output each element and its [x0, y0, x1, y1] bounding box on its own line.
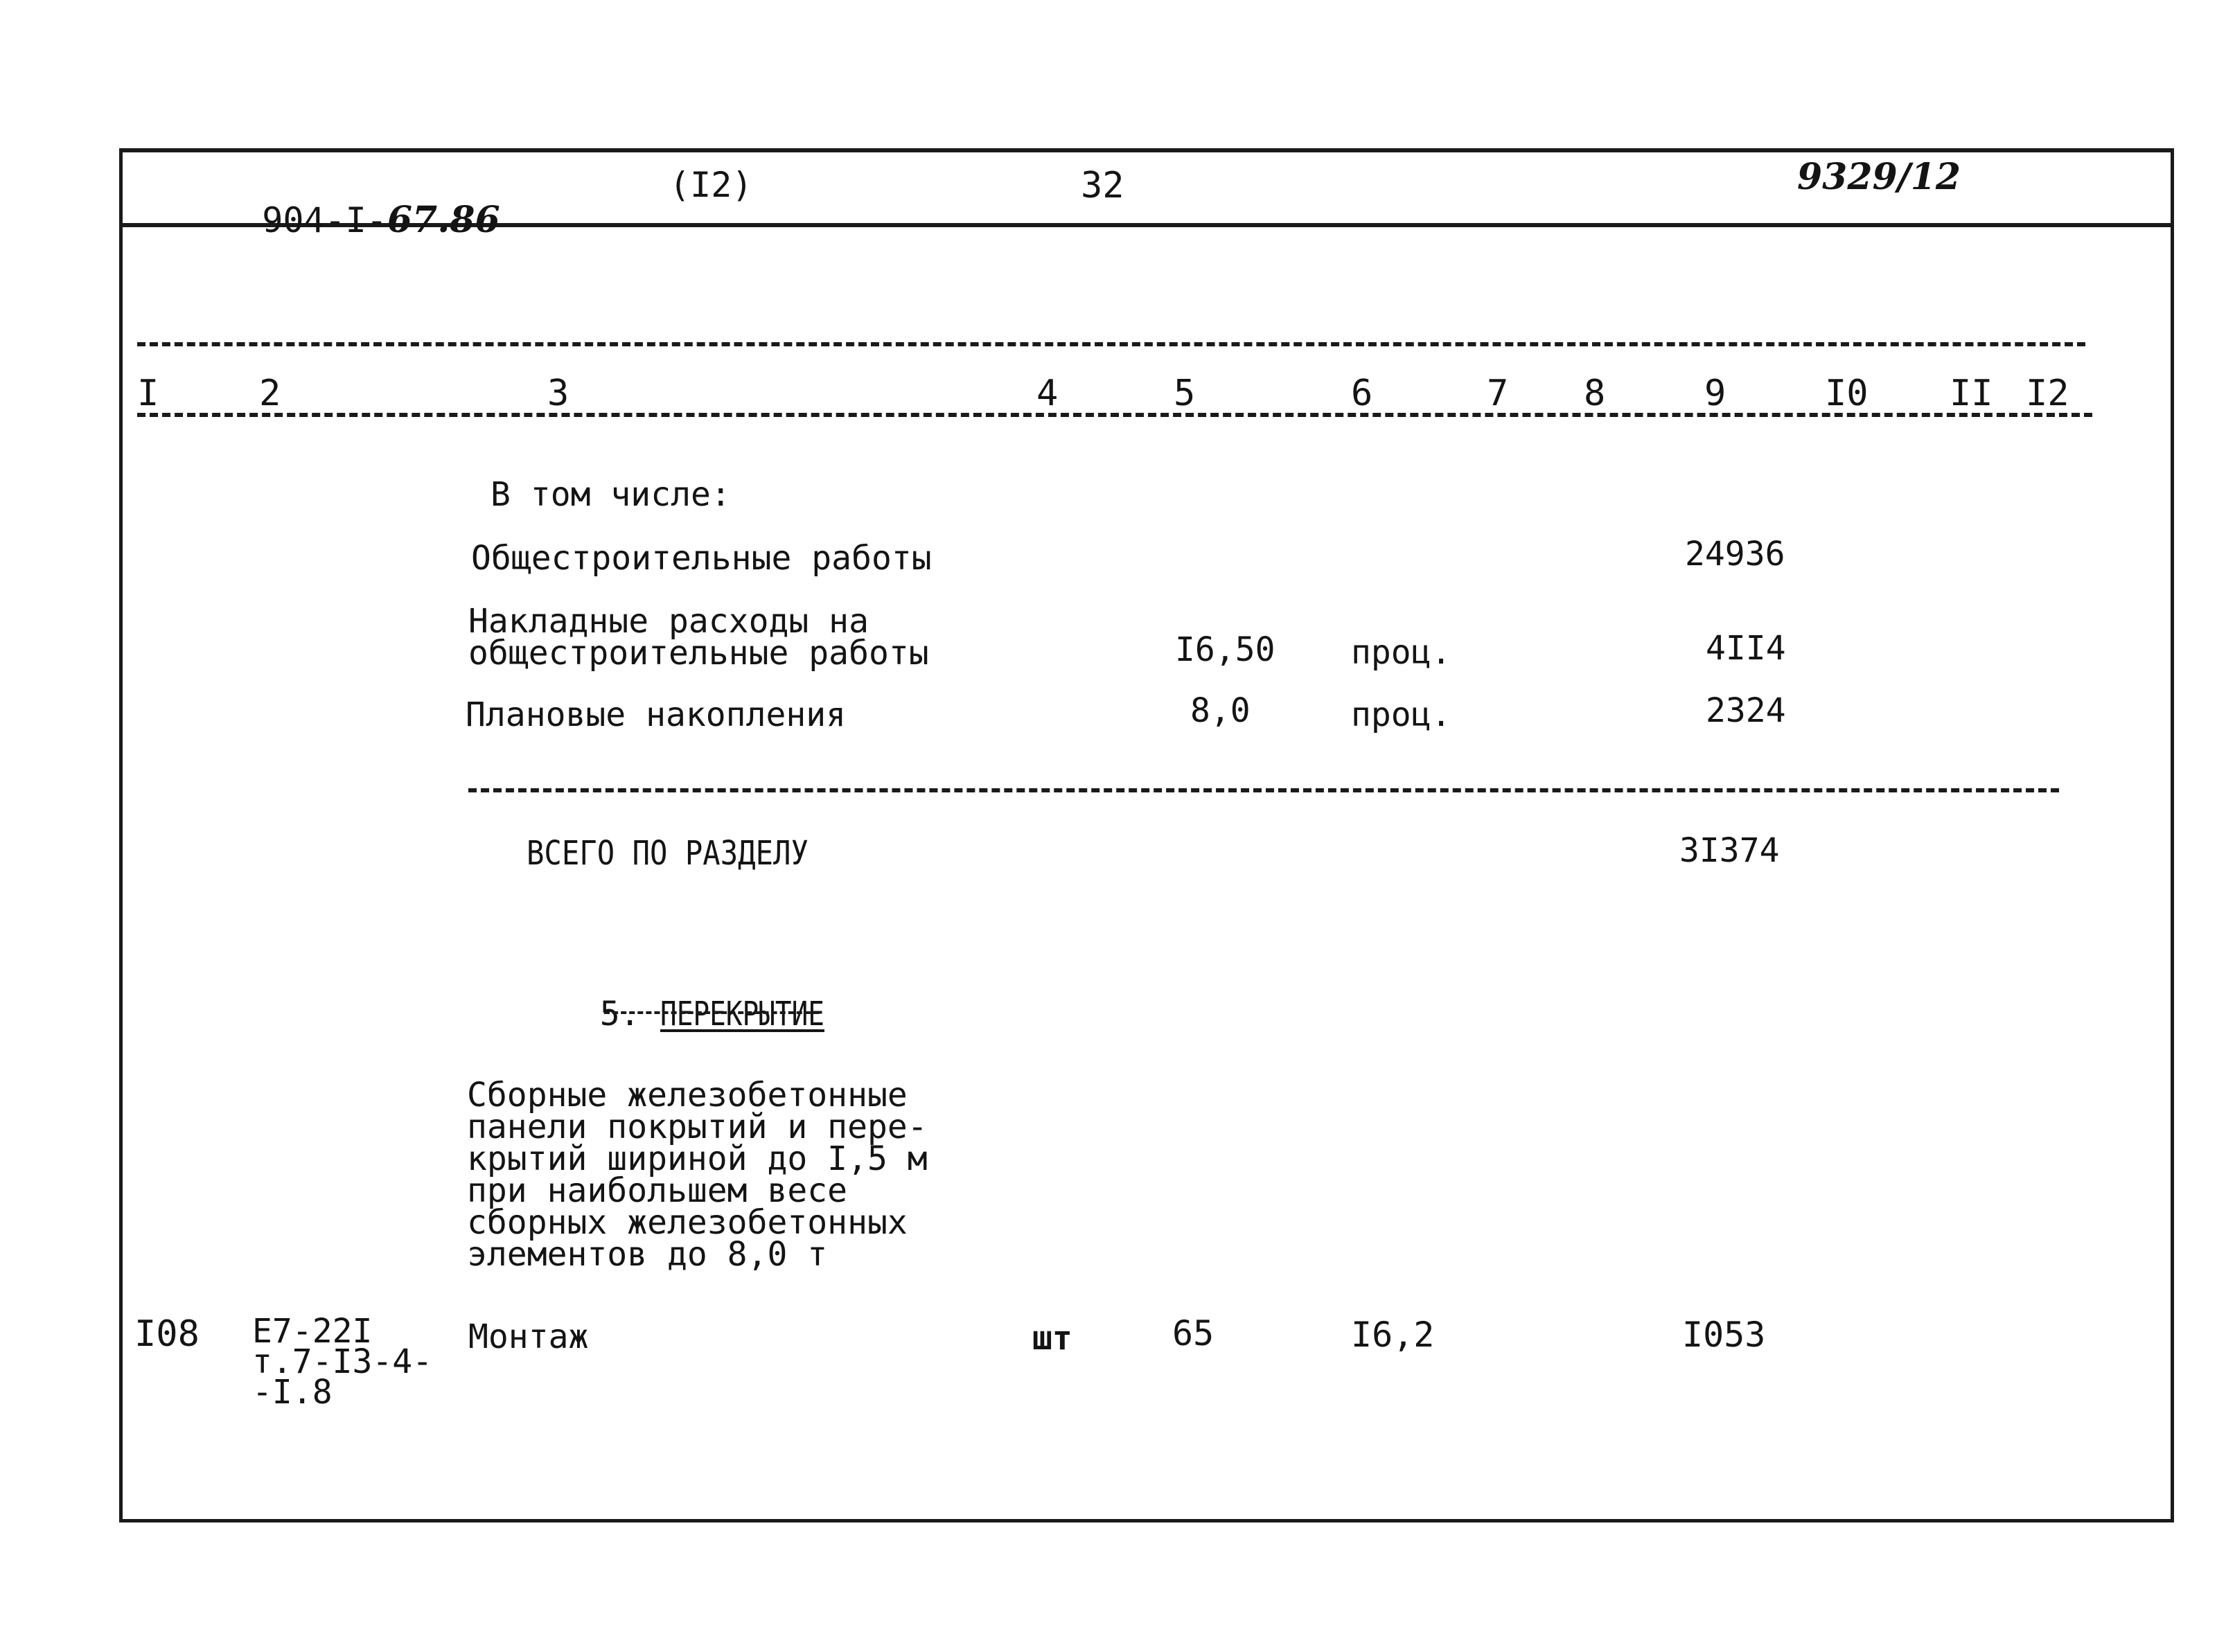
sheet-index: (I2)	[669, 165, 753, 205]
doc-number-prefix: 904-I-	[262, 200, 387, 240]
summary-row-col6: проц.	[1351, 695, 1451, 734]
summary-row-name-line1: Накладные расходы на	[468, 602, 869, 641]
column-number-9: 9	[1704, 373, 1726, 414]
item-code: Е7-22I т.7-I3-4- -I.8	[252, 1312, 433, 1412]
column-strip-top-rule	[137, 342, 2085, 346]
summary-row-name-line2: общестроительные работы	[468, 634, 929, 673]
column-number-7: 7	[1487, 373, 1509, 414]
column-number-4: 4	[1036, 373, 1059, 414]
item-name: Монтаж	[468, 1317, 589, 1356]
item-col6: I6,2	[1351, 1315, 1435, 1355]
summary-row-name: Общестроительные работы	[471, 539, 932, 578]
section-title-underline	[604, 1011, 819, 1014]
column-number-2: 2	[259, 373, 281, 414]
including-label: В том числе:	[491, 475, 731, 514]
column-number-8: 8	[1584, 373, 1606, 414]
item-qty: 65	[1172, 1313, 1214, 1353]
column-number-6: 6	[1351, 373, 1373, 414]
summary-row-col5: 8,0	[1190, 691, 1251, 730]
column-number-12: I2	[2026, 373, 2069, 414]
section-number: 5.	[599, 995, 640, 1033]
column-number-10: I0	[1825, 373, 1869, 414]
total-label: ВСЕГО ПО РАЗДЕЛУ	[527, 834, 809, 873]
column-number-1: I	[137, 373, 159, 414]
summary-row-name: Плановые накопления	[466, 695, 847, 734]
column-strip-bottom-rule	[137, 413, 2092, 417]
section-heading	[560, 964, 860, 1031]
total-value: 3I374	[1679, 831, 1780, 870]
total-separator	[468, 788, 2059, 792]
summary-row-col5: I6,50	[1175, 630, 1275, 669]
register-number: 9329/12	[1797, 156, 1961, 198]
item-unit: шт	[1032, 1319, 1072, 1358]
doc-number	[220, 168, 500, 241]
page-number: 32	[1081, 165, 1124, 206]
section-title: ПЕРЕКРЫТИЕ	[660, 995, 824, 1033]
summary-row-col9: 2324	[1706, 691, 1786, 730]
column-number-5: 5	[1174, 373, 1196, 414]
summary-row-col9: 4II4	[1706, 629, 1786, 668]
section-description: Сборные железобетонные панели покрытий и пере- крытий шириной до I,5 м при наибольшем весе сборных железобетонных элементов до 8,0 т	[467, 1076, 928, 1274]
summary-row-name	[468, 602, 929, 673]
item-number: I08	[134, 1313, 200, 1355]
summary-row-col9: 24936	[1685, 535, 1785, 574]
item-col9: I053	[1682, 1315, 1766, 1355]
column-number-3: 3	[547, 373, 569, 414]
doc-number-handwritten: 67.86	[387, 199, 500, 241]
column-number-11: II	[1950, 373, 1993, 414]
summary-row-col6: проц.	[1351, 633, 1451, 672]
